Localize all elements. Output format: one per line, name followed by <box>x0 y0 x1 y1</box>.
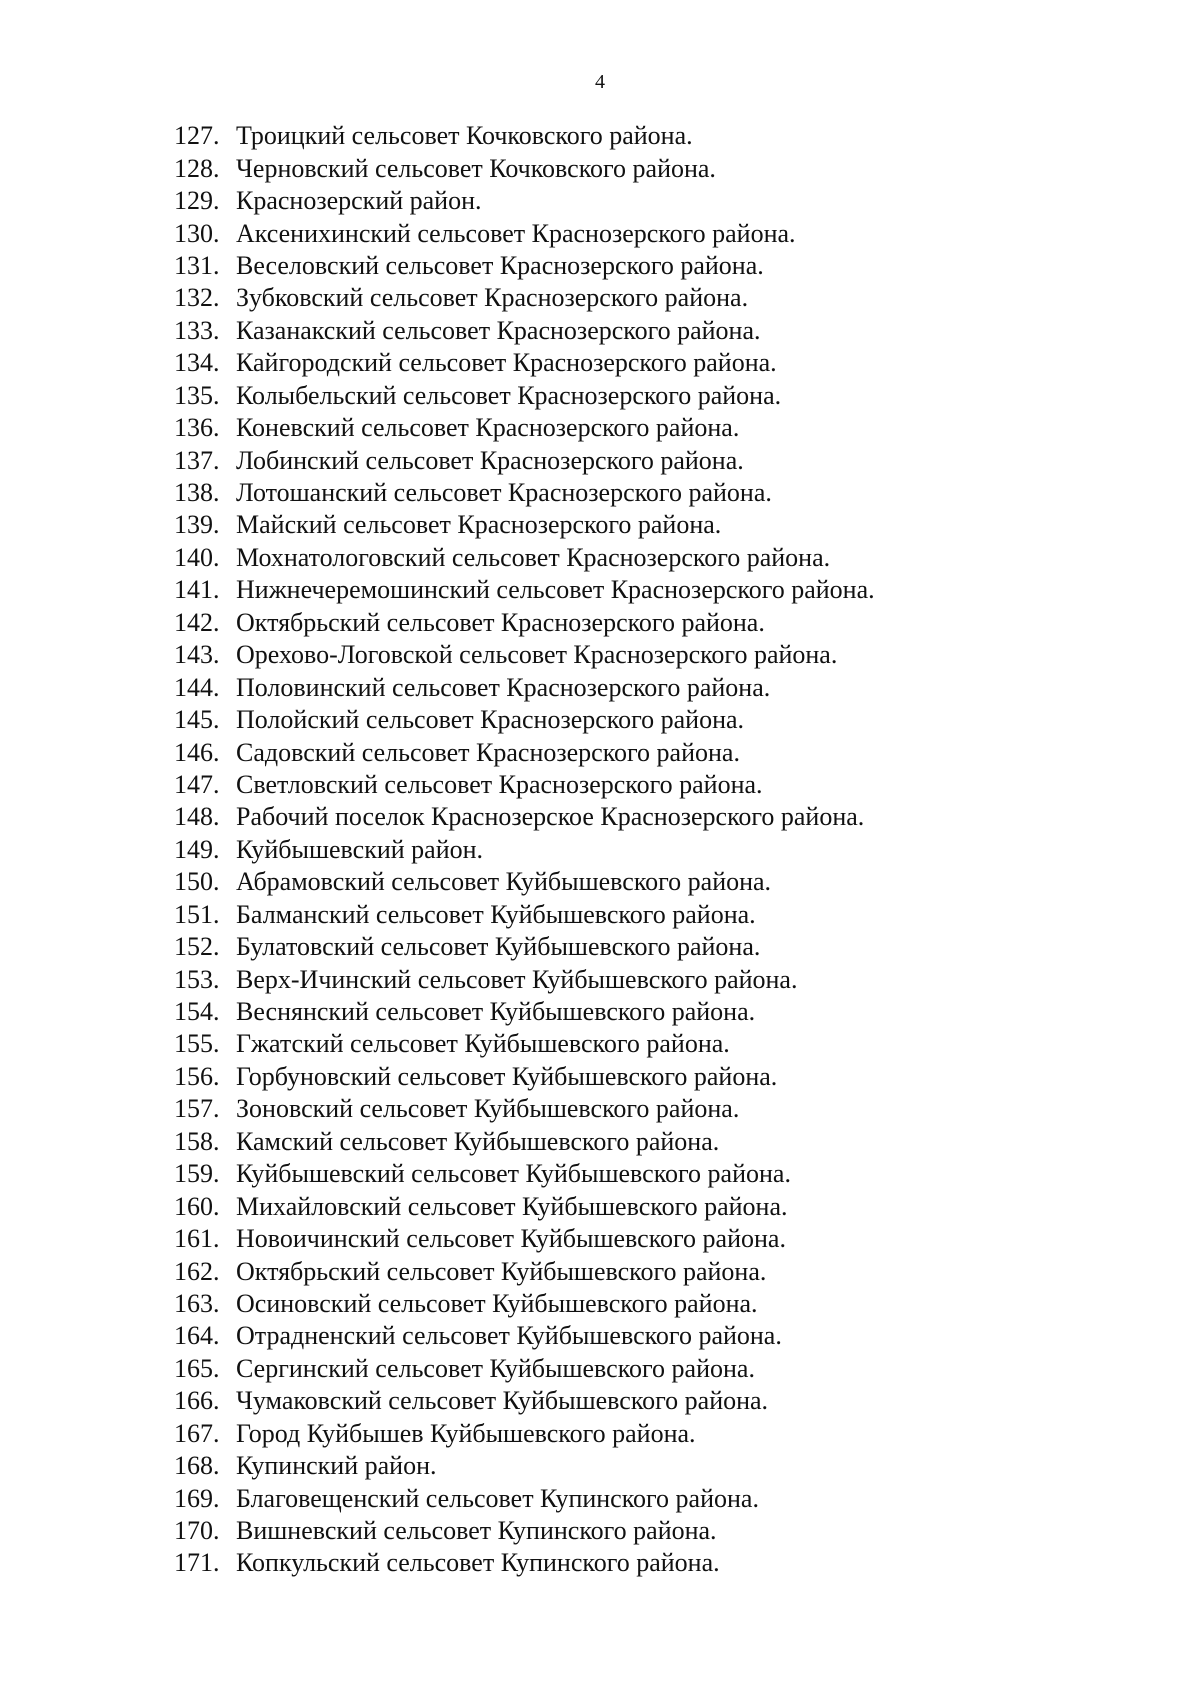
list-item <box>174 250 875 282</box>
list-item-text: Горбуновский сельсовет Куйбышевского района. <box>236 1061 778 1091</box>
list-item <box>174 1190 875 1222</box>
list-item-number: 149. <box>174 834 220 864</box>
list-item-text: Троицкий сельсовет Кочковского района. <box>236 121 693 151</box>
list-item <box>174 866 875 898</box>
list-item-number: 164. <box>174 1321 220 1351</box>
list-item-number: 127. <box>174 121 220 151</box>
list-item <box>174 1353 875 1385</box>
list-item-number: 135. <box>174 380 220 410</box>
list-item <box>174 1450 875 1482</box>
list-item-text: Новоичинский сельсовет Куйбышевского района. <box>236 1224 786 1254</box>
list-item-number: 157. <box>174 1094 220 1124</box>
list-item <box>174 185 875 217</box>
list-item-number: 169. <box>174 1483 220 1513</box>
list-item <box>174 509 875 541</box>
list-item-text: Октябрьский сельсовет Куйбышевского района. <box>236 1256 767 1286</box>
list-item <box>174 380 875 412</box>
list-item-text: Орехово-Логовской сельсовет Краснозерского района. <box>236 640 838 670</box>
list-item-text: Балманский сельсовет Куйбышевского района. <box>236 899 756 929</box>
list-item-number: 153. <box>174 964 220 994</box>
list-item-number: 154. <box>174 997 220 1027</box>
list-item <box>174 899 875 931</box>
list-item-text: Казанакский сельсовет Краснозерского района. <box>236 315 761 345</box>
list-item-text: Гжатский сельсовет Куйбышевского района. <box>236 1029 730 1059</box>
list-item <box>174 704 875 736</box>
list-item <box>174 801 875 833</box>
list-item-number: 137. <box>174 445 220 475</box>
list-item-number: 151. <box>174 899 220 929</box>
list-item <box>174 217 875 249</box>
list-item <box>174 769 875 801</box>
list-item-number: 130. <box>174 218 220 248</box>
list-item-text: Осиновский сельсовет Куйбышевского района. <box>236 1288 758 1318</box>
list-item <box>174 1547 875 1579</box>
list-item-number: 143. <box>174 640 220 670</box>
list-item-text: Город Куйбышев Куйбышевского района. <box>236 1418 696 1448</box>
list-item-number: 155. <box>174 1029 220 1059</box>
list-item-number: 161. <box>174 1224 220 1254</box>
list-item-text: Куйбышевский район. <box>236 834 484 864</box>
list-item-number: 171. <box>174 1548 220 1578</box>
list-item-text: Лотошанский сельсовет Краснозерского района. <box>236 478 772 508</box>
list-item-number: 144. <box>174 672 220 702</box>
list-item-number: 160. <box>174 1191 220 1221</box>
list-item-text: Зубковский сельсовет Краснозерского района. <box>236 283 749 313</box>
list-item-text: Черновский сельсовет Кочковского района. <box>236 153 716 183</box>
list-item-text: Верх-Ичинский сельсовет Куйбышевского района. <box>236 964 798 994</box>
list-item-text: Нижнечеремошинский сельсовет Краснозерского района. <box>236 575 875 605</box>
list-item-number: 140. <box>174 542 220 572</box>
list-item <box>174 1288 875 1320</box>
list-item-text: Зоновский сельсовет Куйбышевского района. <box>236 1094 740 1124</box>
list-item-number: 166. <box>174 1386 220 1416</box>
list-item <box>174 607 875 639</box>
list-item <box>174 1482 875 1514</box>
list-item-text: Благовещенский сельсовет Купинского района. <box>236 1483 759 1513</box>
page-number: 4 <box>595 71 605 93</box>
list-item-text: Краснозерский район. <box>236 186 482 216</box>
list-item-number: 129. <box>174 186 220 216</box>
list-item-text: Кайгородский сельсовет Краснозерского района. <box>236 348 777 378</box>
list-item-number: 170. <box>174 1516 220 1546</box>
list-item-text: Мохнатологовский сельсовет Краснозерского района. <box>236 542 831 572</box>
list-item-number: 141. <box>174 575 220 605</box>
list-item <box>174 1320 875 1352</box>
list-item <box>174 963 875 995</box>
list-item-number: 165. <box>174 1353 220 1383</box>
list-item <box>174 1061 875 1093</box>
list-item-text: Аксенихинский сельсовет Краснозерского района. <box>236 218 796 248</box>
list-item-text: Камский сельсовет Куйбышевского района. <box>236 1126 720 1156</box>
list-item <box>174 931 875 963</box>
list-item <box>174 1093 875 1125</box>
list-item-text: Половинский сельсовет Краснозерского района. <box>236 672 771 702</box>
list-item-text: Сергинский сельсовет Куйбышевского района. <box>236 1353 755 1383</box>
list-item-text: Чумаковский сельсовет Куйбышевского района. <box>236 1386 769 1416</box>
list-item <box>174 1515 875 1547</box>
list-item <box>174 1223 875 1255</box>
list-item-text: Садовский сельсовет Краснозерского района. <box>236 737 740 767</box>
list-item-text: Копкульский сельсовет Купинского района. <box>236 1548 720 1578</box>
list-item-number: 134. <box>174 348 220 378</box>
list-item-number: 146. <box>174 737 220 767</box>
list-item <box>174 1255 875 1287</box>
list-item <box>174 315 875 347</box>
list-item-number: 142. <box>174 607 220 637</box>
list-item-text: Абрамовский сельсовет Куйбышевского района. <box>236 867 772 897</box>
list-item <box>174 347 875 379</box>
list-item-number: 159. <box>174 1159 220 1189</box>
list-item <box>174 1126 875 1158</box>
list-item-text: Светловский сельсовет Краснозерского района. <box>236 769 763 799</box>
list-item <box>174 1028 875 1060</box>
list-item-number: 158. <box>174 1126 220 1156</box>
numbered-list <box>174 120 875 1580</box>
list-item <box>174 574 875 606</box>
list-item-text: Отрадненский сельсовет Куйбышевского района. <box>236 1321 782 1351</box>
list-item-number: 136. <box>174 413 220 443</box>
list-item <box>174 282 875 314</box>
list-item-number: 128. <box>174 153 220 183</box>
list-item-number: 147. <box>174 769 220 799</box>
list-item-text: Октябрьский сельсовет Краснозерского района. <box>236 607 765 637</box>
list-item-text: Веселовский сельсовет Краснозерского района. <box>236 250 764 280</box>
list-item-text: Вишневский сельсовет Купинского района. <box>236 1516 717 1546</box>
list-item <box>174 152 875 184</box>
list-item <box>174 412 875 444</box>
list-item-text: Лобинский сельсовет Краснозерского района. <box>236 445 744 475</box>
list-item-text: Булатовский сельсовет Куйбышевского района. <box>236 932 761 962</box>
list-item-number: 133. <box>174 315 220 345</box>
list-item-text: Рабочий поселок Краснозерское Краснозерского района. <box>236 802 865 832</box>
list-item-number: 139. <box>174 510 220 540</box>
list-item <box>174 1158 875 1190</box>
list-item-number: 148. <box>174 802 220 832</box>
list-item <box>174 996 875 1028</box>
list-item-number: 131. <box>174 250 220 280</box>
list-item <box>174 834 875 866</box>
list-item <box>174 736 875 768</box>
list-item-number: 132. <box>174 283 220 313</box>
list-item <box>174 542 875 574</box>
list-item-number: 156. <box>174 1061 220 1091</box>
list-item-text: Полойский сельсовет Краснозерского района. <box>236 705 745 735</box>
list-item <box>174 477 875 509</box>
list-item-text: Веснянский сельсовет Куйбышевского района. <box>236 997 756 1027</box>
list-item-number: 145. <box>174 705 220 735</box>
list-item <box>174 1385 875 1417</box>
list-item-text: Коневский сельсовет Краснозерского района. <box>236 413 740 443</box>
list-item-text: Колыбельский сельсовет Краснозерского района. <box>236 380 782 410</box>
list-item-number: 150. <box>174 867 220 897</box>
list-item-number: 168. <box>174 1451 220 1481</box>
list-item-text: Куйбышевский сельсовет Куйбышевского района. <box>236 1159 791 1189</box>
list-item-number: 163. <box>174 1288 220 1318</box>
list-item <box>174 1418 875 1450</box>
list-item <box>174 120 875 152</box>
list-item-text: Купинский район. <box>236 1451 437 1481</box>
list-item-text: Майский сельсовет Краснозерского района. <box>236 510 722 540</box>
list-item-text: Михайловский сельсовет Куйбышевского района. <box>236 1191 788 1221</box>
list-item-number: 167. <box>174 1418 220 1448</box>
list-item <box>174 671 875 703</box>
list-item-number: 138. <box>174 478 220 508</box>
list-item-number: 162. <box>174 1256 220 1286</box>
list-item-number: 152. <box>174 932 220 962</box>
list-item <box>174 639 875 671</box>
list-item <box>174 444 875 476</box>
